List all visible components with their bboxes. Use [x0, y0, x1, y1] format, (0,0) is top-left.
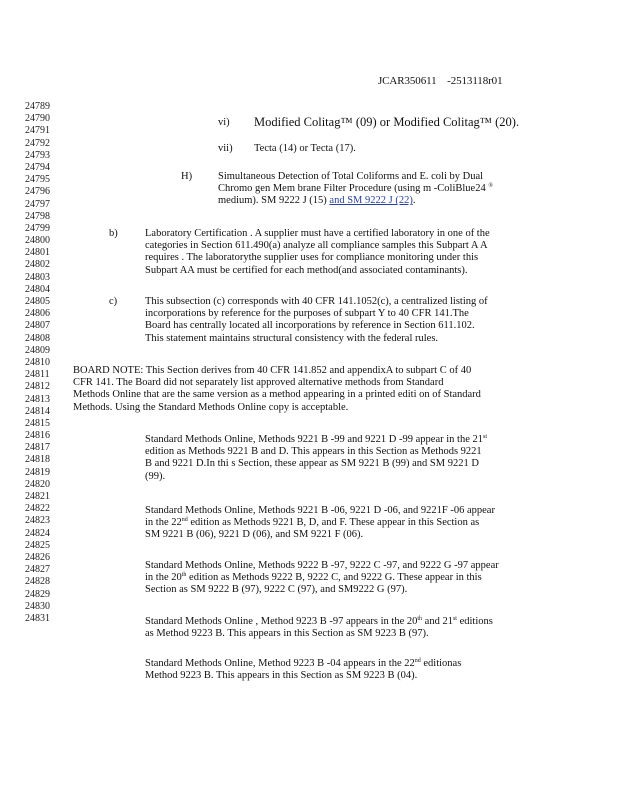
ordinal-suffix: st — [452, 616, 457, 622]
sm-p2-line-1: Standard Methods Online, Methods 9221 B -06, 9221 D -06, and 9221F -06 appear — [145, 505, 495, 516]
item-h-line-2-text: Chromo gen Mem brane Filter Procedure (using m -ColiBlue24 — [218, 183, 486, 195]
sm-p4-line-1-end: editions — [456, 616, 493, 627]
item-b-line-2: categories in Section 611.490(a) analyze all compliance samples this Subpart A A — [145, 240, 488, 252]
sm-p2-line-2 — [145, 517, 541, 529]
board-note-line-4: Methods. Using the Standard Methods Online copy is acceptable. — [73, 401, 349, 413]
sm-p1-line-1 — [145, 434, 541, 446]
line-number: 24829 — [25, 588, 50, 600]
inserted-text: and SM 9222 J (22) — [329, 195, 413, 207]
line-number: 24805 — [25, 296, 50, 307]
line-number: 24791 — [25, 125, 50, 137]
item-vi-text: Modified Colitag™ (09) or Modified Colitag™ (20). — [254, 115, 520, 129]
sm-p3-line-2-text: in the 20 — [145, 572, 182, 584]
item-c-text — [145, 296, 541, 345]
item-b-text — [145, 228, 541, 277]
line-number: 24822 — [25, 503, 50, 515]
sm-p5-line-1-text: Standard Methods Online, Method 9223 B -04 appears in the 22 — [145, 658, 415, 669]
line-number: 24799 — [25, 222, 50, 234]
line-number: 24812 — [25, 381, 50, 393]
sm-p3-line-3: Section as SM 9222 B (97), 9222 C (97), and SM9222 G (97). — [145, 584, 408, 596]
sm-p2-line-2-rest: edition as Methods 9221 B, D, and F. These appear in this Section as — [187, 517, 480, 529]
line-number: 24814 — [25, 405, 50, 417]
line-number: 24801 — [25, 247, 50, 259]
line-number: 24819 — [25, 466, 50, 478]
item-c-label: c) — [109, 296, 118, 307]
line-number: 24821 — [25, 491, 50, 502]
item-b-line-4: Subpart AA must be certified for each method(and associated contaminants). — [145, 264, 468, 276]
line-number: 24813 — [25, 393, 50, 405]
ordinal-suffix: st — [483, 434, 488, 440]
line-number: 24792 — [25, 137, 50, 149]
sm-p1-line-3: B and 9221 D.In thi s Section, these appear as SM 9221 B (99) and SM 9221 D — [145, 458, 479, 470]
sm-p5-line-2: Method 9223 B. This appears in this Section as SM 9223 B (04). — [145, 670, 418, 682]
document-header — [378, 75, 502, 87]
line-number: 24795 — [25, 174, 50, 186]
sm-paragraph-4 — [145, 616, 541, 640]
line-number: 24804 — [25, 283, 50, 295]
line-number: 24827 — [25, 564, 50, 576]
item-h-line-3-text: medium). SM 9222 J (15) — [218, 195, 327, 207]
item-b-line-3: requires . The laboratorythe supplier uses for compliance monitoring under this — [145, 252, 479, 264]
document-version: -2513118r01 — [447, 75, 503, 87]
line-number: 24809 — [25, 344, 50, 356]
line-number: 24802 — [25, 259, 50, 271]
sm-p3-line-2 — [145, 572, 541, 584]
sm-p1-line-1-text: Standard Methods Online, Methods 9221 B -99 and 9221 D -99 appear in the 21 — [145, 434, 483, 445]
line-number: 24830 — [25, 600, 50, 612]
line-number: 24803 — [25, 271, 50, 283]
line-number: 24820 — [25, 478, 50, 490]
line-number: 24807 — [25, 320, 50, 332]
item-h-line-3-end: . — [412, 195, 416, 207]
line-number: 24811 — [25, 369, 50, 381]
line-number: 24810 — [25, 356, 50, 368]
item-h-line-1: Simultaneous Detection of Total Coliforms and E. coli by Dual — [218, 171, 484, 182]
line-number: 24824 — [25, 527, 50, 539]
line-number: 24794 — [25, 161, 50, 173]
line-number: 24796 — [25, 186, 50, 198]
sm-p5-line-1-end: editionas — [420, 658, 462, 669]
line-number-column — [25, 101, 59, 625]
sm-p2-line-3: SM 9221 B (06), 9221 D (06), and SM 9221 F (06). — [145, 529, 364, 541]
sm-p1-line-2: edition as Methods 9221 B and D. This appears in this Section as Methods 9221 — [145, 446, 482, 458]
item-vii-text: Tecta (14) or Tecta (17). — [254, 143, 356, 154]
item-h-line-2 — [218, 183, 538, 195]
registered-mark: ® — [488, 183, 493, 190]
line-number: 24806 — [25, 308, 50, 320]
sm-p2-line-2-text: in the 22 — [145, 517, 182, 529]
document-id: JCAR350611 — [378, 75, 437, 87]
line-number: 24790 — [25, 113, 50, 125]
sm-p3-line-2-rest: edition as Methods 9222 B, 9222 C, and 9222 G. These appear in this — [186, 572, 482, 584]
board-note-line-2: CFR 141. The Board did not separately list approved alternative methods from Standard — [73, 377, 444, 389]
line-number: 24817 — [25, 442, 50, 454]
line-number: 24816 — [25, 430, 50, 442]
sm-paragraph-1 — [145, 434, 541, 483]
line-number: 24818 — [25, 454, 50, 466]
line-number: 24828 — [25, 576, 50, 588]
item-c-line-4: This statement maintains structural consistency with the federal rules. — [145, 332, 439, 344]
sm-p4-line-1-text: Standard Methods Online , Method 9223 B -97 appears in the 20 — [145, 616, 418, 627]
item-h-line-3 — [218, 195, 538, 207]
sm-p4-line-1-mid: and 21 — [422, 616, 453, 627]
sm-p4-line-2: as Method 9223 B. This appears in this Section as SM 9223 B (97). — [145, 628, 429, 640]
line-number: 24789 — [25, 101, 50, 112]
line-number: 24815 — [25, 417, 50, 429]
board-note-line-3: Methods Online that are the same version as a method appearing in a printed editi on of Standard — [73, 389, 481, 401]
line-number: 24826 — [25, 551, 50, 563]
ordinal-suffix: nd — [181, 517, 188, 524]
item-b-line-1: Laboratory Certification . A supplier must have a certified laboratory in one of the — [145, 228, 490, 239]
item-c-line-2: incorporations by reference for the purposes of subpart Y to 40 CFR 141.The — [145, 308, 469, 320]
item-c-line-1: This subsection (c) corresponds with 40 CFR 141.1052(c), a centralized listing of — [145, 296, 488, 307]
board-note — [73, 365, 543, 414]
line-number: 24823 — [25, 515, 50, 527]
line-number: 24808 — [25, 332, 50, 344]
item-vii-label: vii) — [218, 143, 233, 154]
sm-p5-line-1 — [145, 658, 541, 670]
sm-paragraph-5 — [145, 658, 541, 682]
ordinal-suffix: th — [181, 572, 187, 579]
ordinal-suffix: nd — [414, 658, 421, 664]
item-h-text — [218, 171, 538, 208]
ordinal-suffix: th — [417, 616, 423, 622]
line-number: 24825 — [25, 539, 50, 551]
line-number: 24800 — [25, 235, 50, 247]
item-c-line-3: Board has centrally located all incorporations by reference in Section 611.102. — [145, 320, 475, 332]
sm-paragraph-2 — [145, 505, 541, 542]
line-number: 24793 — [25, 149, 50, 161]
line-number: 24798 — [25, 210, 50, 222]
item-b-label: b) — [109, 228, 118, 239]
item-h-label: H) — [181, 171, 193, 182]
sm-p3-line-1: Standard Methods Online, Methods 9222 B -97, 9222 C -97, and 9222 G -97 appear — [145, 560, 499, 571]
sm-paragraph-3 — [145, 560, 541, 597]
sm-p4-line-1 — [145, 616, 541, 628]
sm-p1-line-4: (99). — [145, 470, 166, 482]
line-number: 24831 — [25, 612, 50, 624]
item-vi-label: vi) — [218, 117, 230, 128]
line-number: 24797 — [25, 198, 50, 210]
board-note-line-1: BOARD NOTE: This Section derives from 40 CFR 141.852 and appendixA to subpart C of 40 — [73, 365, 472, 376]
